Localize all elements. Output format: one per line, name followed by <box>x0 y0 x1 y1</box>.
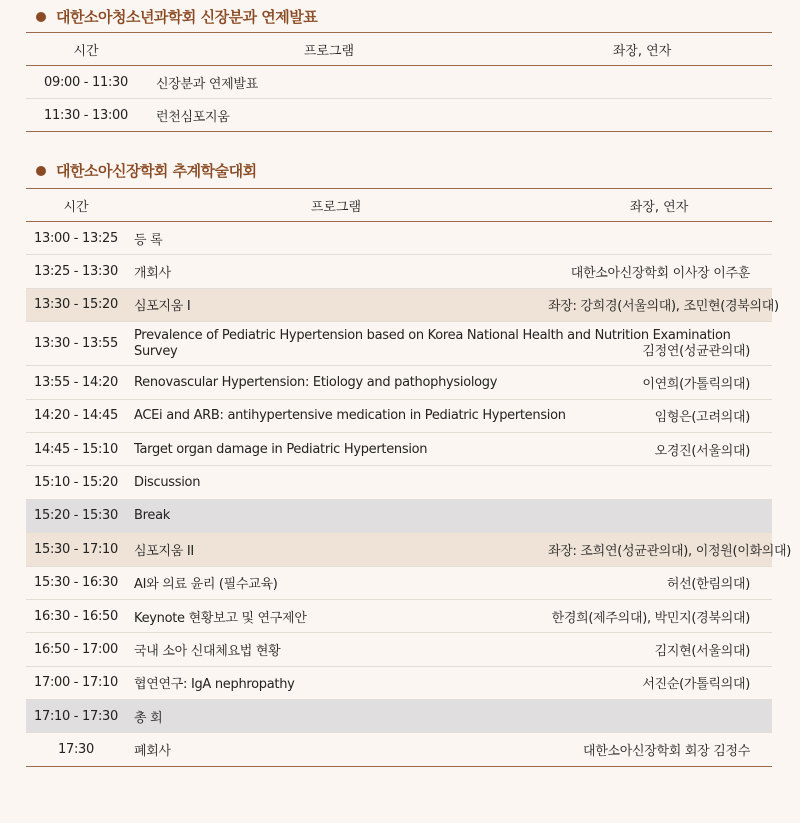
table-row <box>26 432 772 465</box>
row-speaker: 김지현(서울의대) <box>546 633 772 666</box>
row-program: Break <box>126 499 546 532</box>
row-speaker <box>546 700 772 733</box>
row-time: 17:30 <box>26 733 126 766</box>
table-row <box>26 466 772 499</box>
row-time: 15:20 - 15:30 <box>26 499 126 532</box>
table-row <box>26 666 772 699</box>
row-program-text: Prevalence of Pediatric Hypertension based on Korea National Health and Nutrition Examination Survey <box>134 327 731 359</box>
row-time: 17:00 - 17:10 <box>26 666 126 699</box>
row-time: 13:25 - 13:30 <box>26 255 126 288</box>
table-row <box>26 99 772 132</box>
row-time: 09:00 - 11:30 <box>26 66 146 99</box>
row-time: 16:50 - 17:00 <box>26 633 126 666</box>
row-speaker <box>546 222 772 255</box>
row-program: Target organ damage in Pediatric Hypertension <box>126 432 546 465</box>
row-program: 국내 소아 신대체요법 현황 <box>126 633 546 666</box>
row-program: 협연연구: IgA nephropathy <box>126 666 546 699</box>
table-header <box>26 33 772 66</box>
row-speaker: 김정연(성균관의대) <box>642 343 750 359</box>
row-speaker: 오경진(서울의대) <box>546 432 772 465</box>
table-row <box>26 366 772 399</box>
table-row <box>26 66 772 99</box>
header-time: 시간 <box>26 189 126 222</box>
row-program <box>126 322 772 366</box>
table-row <box>26 499 772 532</box>
row-speaker: 이연희(가톨릭의대) <box>546 366 772 399</box>
header-speaker: 좌장, 연자 <box>512 33 772 66</box>
row-speaker: 대한소아신장학회 회장 김정수 <box>546 733 772 766</box>
table-row <box>26 533 772 566</box>
row-program: 심포지움 I <box>126 288 546 321</box>
row-time: 15:30 - 16:30 <box>26 566 126 599</box>
bullet-icon <box>36 166 46 176</box>
row-program: AI와 의료 윤리 (필수교육) <box>126 566 546 599</box>
row-time: 11:30 - 13:00 <box>26 99 146 132</box>
row-time: 13:30 - 13:55 <box>26 322 126 366</box>
row-time: 14:20 - 14:45 <box>26 399 126 432</box>
row-time: 17:10 - 17:30 <box>26 700 126 733</box>
row-program: 등 록 <box>126 222 546 255</box>
row-speaker: 한경희(제주의대), 박민지(경북의대) <box>546 599 772 632</box>
row-program: 총 회 <box>126 700 546 733</box>
row-speaker: 좌장: 조희연(성균관의대), 이정원(이화의대) <box>546 533 772 566</box>
row-program: 신장분과 연제발표 <box>146 66 512 99</box>
row-speaker <box>512 66 772 99</box>
bullet-icon <box>36 12 46 22</box>
row-speaker: 대한소아신장학회 이사장 이주훈 <box>546 255 772 288</box>
row-time: 14:45 - 15:10 <box>26 432 126 465</box>
table-row <box>26 222 772 255</box>
header-time: 시간 <box>26 33 146 66</box>
row-speaker <box>546 499 772 532</box>
row-speaker <box>546 466 772 499</box>
row-time: 13:00 - 13:25 <box>26 222 126 255</box>
table-row <box>26 288 772 321</box>
row-time: 16:30 - 16:50 <box>26 599 126 632</box>
table-header <box>26 189 772 222</box>
row-speaker: 임형은(고려의대) <box>546 399 772 432</box>
row-program: 심포지움 II <box>126 533 546 566</box>
row-program: 폐회사 <box>126 733 546 766</box>
table-row <box>26 633 772 666</box>
table-row <box>26 566 772 599</box>
row-speaker <box>512 99 772 132</box>
header-program: 프로그램 <box>146 33 512 66</box>
row-time: 15:10 - 15:20 <box>26 466 126 499</box>
row-speaker: 허선(한림의대) <box>546 566 772 599</box>
section1-title: 대한소아청소년과학회 신장분과 연제발표 <box>36 6 317 27</box>
table-row <box>26 255 772 288</box>
table-row <box>26 599 772 632</box>
table-row <box>26 322 772 366</box>
row-speaker: 좌장: 강희경(서울의대), 조민현(경북의대) <box>546 288 772 321</box>
row-program: 개회사 <box>126 255 546 288</box>
table-row <box>26 733 772 766</box>
row-speaker: 서진순(가톨릭의대) <box>546 666 772 699</box>
section2-table <box>26 188 792 767</box>
table-row <box>26 700 772 733</box>
section2-title: 대한소아신장학회 추계학술대회 <box>36 160 257 181</box>
row-time: 13:55 - 14:20 <box>26 366 126 399</box>
row-time: 15:30 - 17:10 <box>26 533 126 566</box>
header-speaker: 좌장, 연자 <box>546 189 772 222</box>
header-program: 프로그램 <box>126 189 546 222</box>
row-program: Discussion <box>126 466 546 499</box>
row-time: 13:30 - 15:20 <box>26 288 126 321</box>
row-program: 런천심포지움 <box>146 99 512 132</box>
row-program: ACEi and ARB: antihypertensive medication in Pediatric Hypertension <box>126 399 546 432</box>
row-program: Renovascular Hypertension: Etiology and pathophysiology <box>126 366 546 399</box>
row-program: Keynote 현황보고 및 연구제안 <box>126 599 546 632</box>
section1-table <box>26 32 772 132</box>
table-row <box>26 399 772 432</box>
